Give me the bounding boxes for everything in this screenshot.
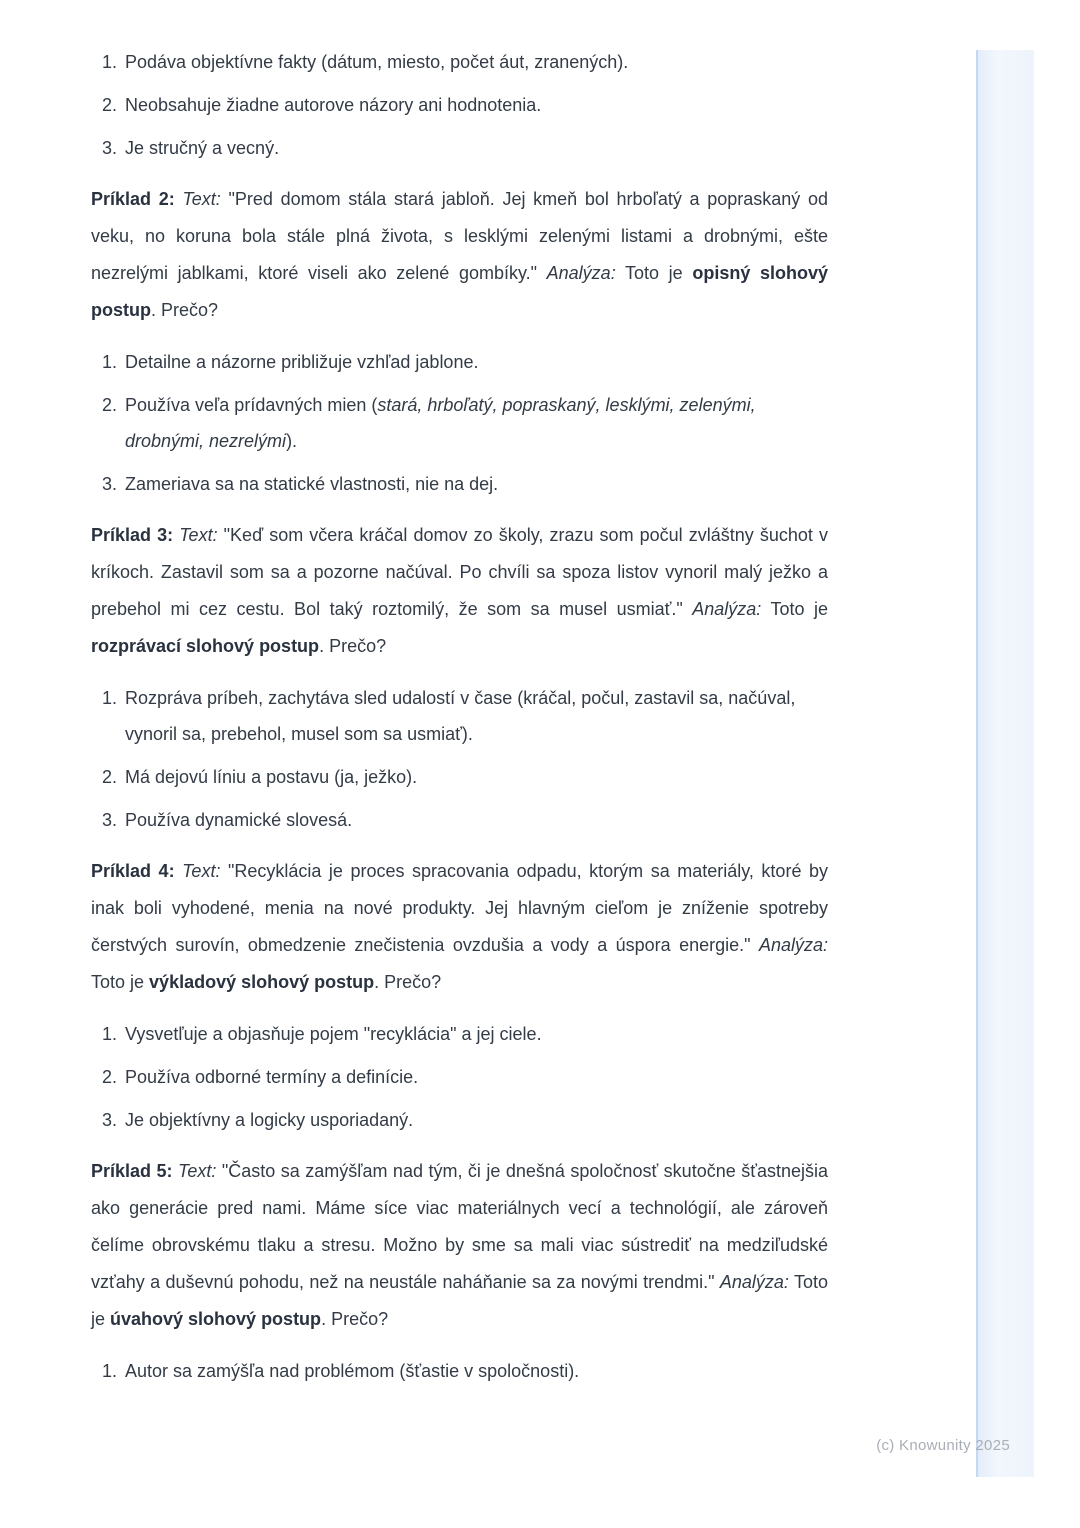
text-segment: Neobsahuje žiadne autorove názory ani hodnotenia.: [125, 95, 542, 115]
text-segment: Rozpráva príbeh, zachytáva sled udalostí v čase (kráčal, počul, zastavil sa, načúval, vynoril sa, prebehol, musel som sa usmiať).: [125, 688, 796, 744]
bold-text: Príklad 4:: [91, 861, 175, 881]
list-item: [122, 466, 828, 502]
text-segment: Zameriava sa na statické vlastnosti, nie na dej.: [125, 474, 499, 494]
italic-text: Text:: [182, 861, 221, 881]
text-segment: . Prečo?: [151, 300, 219, 320]
list-item: [122, 759, 828, 795]
text-segment: Používa veľa prídavných mien (: [125, 395, 378, 415]
page-edge-highlight-bar: [976, 50, 1034, 1477]
criteria-list-1: [91, 44, 828, 166]
copyright-watermark: (c) Knowunity 2025: [876, 1437, 1010, 1454]
list-item: [122, 1353, 828, 1389]
example-4-paragraph: [91, 853, 828, 1001]
italic-text: Analýza:: [692, 599, 762, 619]
bold-text: rozprávací slohový postup: [91, 636, 320, 656]
text-segment: Detailne a názorne približuje vzhľad jablone.: [125, 352, 479, 372]
bold-text: Príklad 3:: [91, 525, 174, 545]
italic-text: Analýza:: [758, 935, 828, 955]
text-segment: Je objektívny a logicky usporiadaný.: [125, 1110, 414, 1130]
list-item: [122, 802, 828, 838]
text-segment: Je stručný a vecný.: [125, 138, 280, 158]
italic-text: Text:: [179, 525, 218, 545]
text-segment: Toto je: [615, 263, 693, 283]
text-segment: "Pred domom stála stará jabloň. Jej kmeň bol hrboľatý a popraskaný od veku, no koruna bola stále plná života, s lesklými zelenými listami a drobnými, ešte nezrelými jablkami, ktoré viseli ako zelené gombíky.": [91, 189, 828, 283]
text-segment: Autor sa zamýšľa nad problémom (šťastie v spoločnosti).: [125, 1361, 580, 1381]
italic-text: Text:: [178, 1161, 217, 1181]
list-item: [122, 1059, 828, 1095]
list-item: [122, 1016, 828, 1052]
criteria-list-2: [91, 344, 828, 502]
text-segment: Toto je: [91, 1272, 828, 1329]
italic-text: stará, hrboľatý, popraskaný, lesklými, zelenými, drobnými, nezrelými: [125, 395, 756, 451]
list-item: [122, 130, 828, 166]
bold-text: Príklad 5:: [91, 1161, 173, 1181]
text-segment: . Prečo?: [321, 1309, 389, 1329]
text-segment: . Prečo?: [374, 972, 442, 992]
list-item: [122, 680, 828, 752]
text-segment: "Recyklácia je proces spracovania odpadu, ktorým sa materiály, ktoré by inak boli vyhodené, menia na nové produkty. Jej hlavným cieľom je zníženie spotreby čerstvých surovín, obmedzenie znečistenia ovzdušia a vody a úspora energie.": [91, 861, 828, 955]
example-2-paragraph: [91, 181, 828, 329]
text-segment: Vysvetľuje a objasňuje pojem "recyklácia" a jej ciele.: [125, 1024, 542, 1044]
list-item: [122, 387, 828, 459]
list-item: [122, 44, 828, 80]
bold-text: Príklad 2:: [91, 189, 175, 209]
example-5-paragraph: [91, 1153, 828, 1338]
text-segment: "Často sa zamýšľam nad tým, či je dnešná spoločnosť skutočne šťastnejšia ako generácie pred nami. Máme síce viac materiálnych vecí a technológií, ale zároveň čelíme obrovskému tlaku a stresu. Možno by sme sa mali viac sústrediť na medziľudské vzťahy a duševnú pohodu, než na neustále naháňanie sa za novými trendmi.": [91, 1161, 828, 1292]
criteria-list-4: [91, 1016, 828, 1138]
bold-text: výkladový slohový postup: [149, 972, 375, 992]
document-content: [91, 44, 828, 1404]
list-item: [122, 1102, 828, 1138]
text-segment: [175, 861, 183, 881]
text-segment: Podáva objektívne fakty (dátum, miesto, počet áut, zranených).: [125, 52, 629, 72]
criteria-list-3: [91, 680, 828, 838]
text-segment: "Keď som včera kráčal domov zo školy, zrazu som počul zvláštny šuchot v kríkoch. Zastavil som sa a pozorne načúval. Po chvíli sa spoza listov vynoril malý ježko a prebehol mi cez cestu. Bol taký roztomilý, že som sa musel usmiať.": [91, 525, 828, 619]
text-segment: Toto je: [91, 972, 150, 992]
italic-text: Text:: [182, 189, 221, 209]
text-segment: ).: [286, 431, 298, 451]
text-segment: Používa odborné termíny a definície.: [125, 1067, 419, 1087]
text-segment: . Prečo?: [319, 636, 387, 656]
text-segment: Používa dynamické slovesá.: [125, 810, 353, 830]
bold-text: opisný slohový postup: [91, 263, 828, 320]
list-item: [122, 87, 828, 123]
italic-text: Analýza:: [546, 263, 616, 283]
text-segment: Toto je: [761, 599, 828, 619]
criteria-list-5: [91, 1353, 828, 1389]
bold-text: úvahový slohový postup: [110, 1309, 322, 1329]
text-segment: Má dejovú líniu a postavu (ja, ježko).: [125, 767, 418, 787]
example-3-paragraph: [91, 517, 828, 665]
list-item: [122, 344, 828, 380]
italic-text: Analýza:: [719, 1272, 789, 1292]
